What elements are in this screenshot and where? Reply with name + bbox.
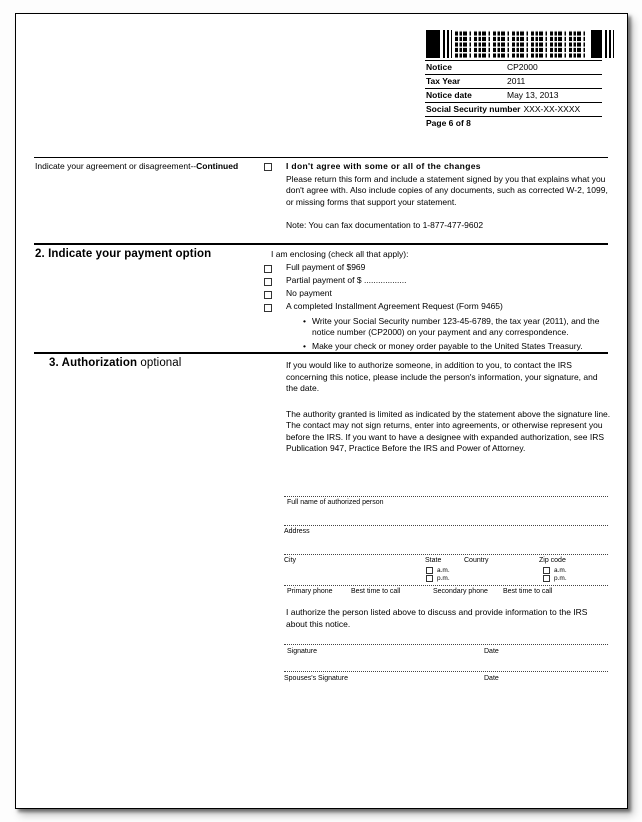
city-field-label: City [284,557,297,564]
ssn-label: Social Security number [426,104,521,114]
primary-ampm-group [426,567,450,583]
secondary-am-row [543,567,567,574]
authorization-body [286,360,611,469]
best-time-1-label: Best time to call [351,588,401,595]
no-payment-checkbox[interactable] [264,291,272,299]
primary-am-row [426,567,450,574]
payment-option-none [271,288,611,300]
spouse-signature-line[interactable] [284,671,608,672]
barcode-matrix [455,30,588,58]
secondary-pm-row [543,575,567,582]
full-payment-label: Full payment of $969 [286,262,366,272]
no-payment-label: No payment [286,288,332,298]
section3-heading [49,357,181,369]
state-field-label: State [425,557,442,564]
section3-divider [34,352,608,354]
barcode [426,30,614,58]
barcode-start-block [426,30,440,58]
notice-info-table [425,60,602,130]
bullet-icon: • [303,340,306,351]
zip-field-label: Zip code [539,557,566,564]
ssn-value: XXX-XX-XXXX [523,104,581,114]
installment-label: A completed Installment Agreement Request (Form 9465) [286,301,503,311]
primary-phone-label: Primary phone [287,588,333,595]
disagree-checkbox[interactable] [264,163,272,171]
page-number-row [425,116,602,130]
city-field-line[interactable] [284,554,608,555]
payment-option-full [271,262,611,274]
authorization-fields [284,496,608,596]
address-field-line[interactable] [284,525,608,526]
section2-number: 2. [35,248,45,260]
section1-divider [34,157,608,158]
bullet-write-ssn-text: Write your Social Security number 123-45-6789, the tax year (2011), and the notice number (CP2000) on your payment and any correspondence. [312,315,600,337]
section1-body [286,161,608,232]
full-payment-checkbox[interactable] [264,265,272,273]
notice-date-value: May 13, 2013 [507,90,559,100]
partial-payment-checkbox[interactable] [264,278,272,286]
payment-option-partial [271,275,611,287]
primary-am-checkbox[interactable] [426,567,433,574]
notice-row [425,60,602,74]
notice-value: CP2000 [507,62,538,72]
notice-page [15,13,628,809]
authorization-para2: The authority granted is limited as indicated by the statement above the signature line. The contact may not sign returns, enter into agreements, or otherwise represent you before the IRS. If you want to have a designee with expanded authorization, see IRS Publication 947, Practice Before the IRS and Power of Attorney. [286,408,611,453]
spouse-date-label: Date [484,675,499,682]
section3-optional: optional [140,357,182,369]
section1-heading [35,161,270,173]
secondary-pm-checkbox[interactable] [543,575,550,582]
section1-heading-text: Indicate your agreement or disagreement-- [35,161,197,171]
payment-option-installment [271,301,611,313]
section1-heading-continued: Continued [196,161,239,171]
section2-heading [35,248,211,260]
phone-field-line[interactable] [284,585,608,586]
payment-options [271,249,611,352]
signature-date-label: Date [484,648,499,655]
spouse-signature-label: Spouses's Signature [284,675,348,682]
best-time-2-label: Best time to call [503,588,553,595]
payment-intro: I am enclosing (check all that apply): [271,249,409,259]
section3-number: 3. [49,357,59,369]
authorization-para1: If you would like to authorize someone, in addition to you, to contact the IRS concerning this notice, please include the person's information, your signature, and the date. [286,360,598,393]
bullet-icon: • [303,315,306,326]
secondary-am-label: a.m. [554,567,567,574]
secondary-pm-label: p.m. [554,575,567,582]
full-name-field-label: Full name of authorized person [287,499,384,506]
secondary-phone-label: Secondary phone [433,588,488,595]
signature-block [284,644,608,689]
full-name-field-line[interactable] [284,496,608,497]
barcode-end-block [591,30,602,58]
ssn-row [425,102,602,116]
section3-title: Authorization [61,357,138,369]
payment-bullets [303,316,603,353]
bullet-payable-text: Make your check or money order payable to the United States Treasury. [312,340,583,351]
primary-pm-checkbox[interactable] [426,575,433,582]
notice-date-row [425,88,602,102]
notice-label: Notice [426,62,452,72]
tax-year-label: Tax Year [426,76,461,86]
bullet-payable [303,341,603,353]
secondary-ampm-group [543,567,567,583]
disagree-instructions: Please return this form and include a statement signed by you that explains what you don't agree with. Also include copies of any documents, such as corrected W-2, 1099, or missing forms that support your statement. [286,173,608,207]
address-field-label: Address [284,528,310,535]
section2-title: Indicate your payment option [48,248,212,260]
primary-am-label: a.m. [437,567,450,574]
country-field-label: Country [464,557,489,564]
primary-pm-row [426,575,450,582]
signature-label: Signature [287,648,317,655]
barcode-thin-bars [443,30,452,58]
partial-payment-label: Partial payment of $ .................. [286,275,407,285]
tax-year-row [425,74,602,88]
bullet-write-ssn [303,316,603,339]
primary-pm-label: p.m. [437,575,450,582]
secondary-am-checkbox[interactable] [543,567,550,574]
fax-note: Note: You can fax documentation to 1-877-477-9602 [286,220,484,230]
disagree-option-label: I don't agree with some or all of the changes [286,161,481,171]
notice-date-label: Notice date [426,90,472,100]
tax-year-value: 2011 [507,76,526,86]
installment-checkbox[interactable] [264,304,272,312]
signature-line[interactable] [284,644,608,645]
authorize-statement: I authorize the person listed above to discuss and provide information to the IRS about this notice. [286,607,588,629]
barcode-thin-bars [605,30,614,58]
section2-divider [34,243,608,245]
page-number-label: Page 6 of 8 [426,118,471,128]
